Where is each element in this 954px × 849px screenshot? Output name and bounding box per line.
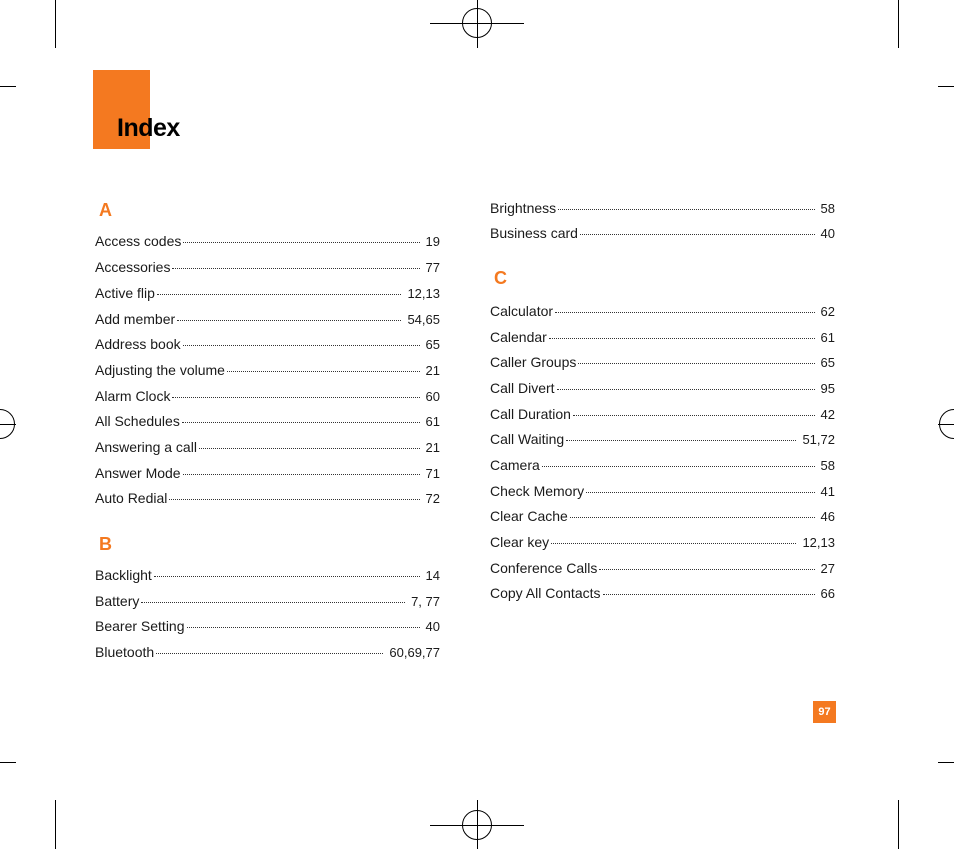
- entry-term: Copy All Contacts: [490, 585, 601, 601]
- leader-dots: [156, 652, 383, 654]
- entry-page: 72: [425, 491, 440, 506]
- leader-dots: [557, 388, 815, 390]
- entry-page: 21: [425, 363, 440, 378]
- index-entry: [490, 327, 835, 347]
- leader-dots: [578, 362, 814, 364]
- entry-page: 40: [820, 226, 835, 241]
- entry-page: 61: [820, 330, 835, 345]
- entry-term: Brightness: [490, 200, 557, 216]
- entry-term: Access codes: [95, 233, 182, 249]
- entry-page: 65: [425, 337, 440, 352]
- entry-term: Accessories: [95, 259, 171, 275]
- entry-term: Caller Groups: [490, 354, 577, 370]
- entry-page: 12,13: [802, 535, 835, 550]
- index-entry: [95, 616, 440, 636]
- entry-term: Alarm Clock: [95, 388, 171, 404]
- index-entry: [95, 642, 440, 662]
- section-letter-c: C: [494, 268, 507, 288]
- entry-term: Add member: [95, 311, 176, 327]
- entry-term: Address book: [95, 336, 181, 352]
- entry-page: 77: [425, 260, 440, 275]
- index-entry: [95, 591, 440, 611]
- index-entry: [490, 532, 835, 552]
- crop-mark: [898, 800, 899, 849]
- index-entry: [490, 481, 835, 501]
- registration-circle: [939, 409, 954, 439]
- registration-circle: [462, 8, 492, 38]
- entry-page: 51,72: [802, 432, 835, 447]
- section-letter-b: B: [99, 534, 112, 554]
- index-entry: [95, 360, 440, 380]
- entry-page: 21: [425, 440, 440, 455]
- leader-dots: [586, 491, 814, 493]
- index-entry: [95, 565, 440, 585]
- entry-page: 14: [425, 568, 440, 583]
- leader-dots: [141, 601, 405, 603]
- entry-term: Battery: [95, 593, 140, 609]
- registration-circle: [462, 810, 492, 840]
- leader-dots: [183, 344, 420, 346]
- entry-term: Answer Mode: [95, 465, 181, 481]
- entry-page: 58: [820, 458, 835, 473]
- crop-mark: [55, 800, 56, 849]
- index-entry: [490, 455, 835, 475]
- entry-term: Call Duration: [490, 406, 571, 422]
- entry-page: 62: [820, 304, 835, 319]
- leader-dots: [603, 593, 815, 595]
- entry-term: Adjusting the volume: [95, 362, 225, 378]
- leader-dots: [169, 498, 419, 500]
- entry-page: 12,13: [407, 286, 440, 301]
- leader-dots: [542, 465, 815, 467]
- index-entry: [490, 352, 835, 372]
- leader-dots: [573, 414, 815, 416]
- leader-dots: [183, 473, 420, 475]
- entry-page: 7, 77: [411, 594, 440, 609]
- entry-page: 95: [820, 381, 835, 396]
- leader-dots: [599, 568, 814, 570]
- leader-dots: [570, 516, 815, 518]
- entry-term: Calculator: [490, 303, 554, 319]
- crop-mark: [55, 0, 56, 48]
- index-entry: [95, 257, 440, 277]
- entry-term: All Schedules: [95, 413, 180, 429]
- index-entry: [95, 386, 440, 406]
- leader-dots: [182, 421, 420, 423]
- crop-mark: [938, 86, 954, 87]
- index-entry: [490, 198, 835, 218]
- leader-dots: [183, 241, 419, 243]
- entry-term: Call Divert: [490, 380, 555, 396]
- crop-mark: [0, 86, 16, 87]
- section-letter-a: A: [99, 200, 112, 220]
- index-entry: [95, 411, 440, 431]
- entry-page: 60,69,77: [389, 645, 440, 660]
- entry-page: 46: [820, 509, 835, 524]
- leader-dots: [199, 447, 420, 449]
- index-entry: [490, 506, 835, 526]
- entry-term: Active flip: [95, 285, 155, 301]
- index-entry: [95, 463, 440, 483]
- leader-dots: [172, 396, 419, 398]
- entry-page: 71: [425, 466, 440, 481]
- leader-dots: [177, 319, 401, 321]
- crop-mark: [898, 0, 899, 48]
- registration-circle: [0, 409, 15, 439]
- crop-mark: [0, 762, 16, 763]
- entry-term: Clear key: [490, 534, 550, 550]
- entry-term: Auto Redial: [95, 490, 168, 506]
- leader-dots: [157, 293, 402, 295]
- entry-page: 19: [425, 234, 440, 249]
- page-number-badge: 97: [813, 701, 836, 723]
- leader-dots: [154, 575, 420, 577]
- leader-dots: [555, 311, 815, 313]
- entry-term: Calendar: [490, 329, 547, 345]
- leader-dots: [187, 626, 420, 628]
- leader-dots: [549, 337, 815, 339]
- entry-page: 66: [820, 586, 835, 601]
- index-entry: [490, 223, 835, 243]
- entry-page: 42: [820, 407, 835, 422]
- index-entry: [490, 429, 835, 449]
- index-entry: [95, 283, 440, 303]
- index-entry: [490, 583, 835, 603]
- index-entry: [95, 334, 440, 354]
- leader-dots: [227, 370, 420, 372]
- entry-term: Bluetooth: [95, 644, 155, 660]
- entry-page: 65: [820, 355, 835, 370]
- leader-dots: [172, 267, 419, 269]
- index-entry: [490, 378, 835, 398]
- leader-dots: [551, 542, 796, 544]
- entry-term: Call Waiting: [490, 431, 565, 447]
- entry-term: Backlight: [95, 567, 152, 583]
- page-title: Index: [117, 114, 180, 142]
- index-entry: [490, 558, 835, 578]
- entry-term: Answering a call: [95, 439, 197, 455]
- index-entry: [95, 488, 440, 508]
- leader-dots: [558, 208, 814, 210]
- crop-mark: [938, 762, 954, 763]
- leader-dots: [566, 439, 796, 441]
- index-entry: [95, 231, 440, 251]
- entry-page: 58: [820, 201, 835, 216]
- entry-page: 41: [820, 484, 835, 499]
- entry-page: 40: [425, 619, 440, 634]
- entry-term: Clear Cache: [490, 508, 568, 524]
- entry-term: Camera: [490, 457, 540, 473]
- entry-page: 54,65: [407, 312, 440, 327]
- entry-term: Bearer Setting: [95, 618, 185, 634]
- index-entry: [95, 437, 440, 457]
- index-entry: [490, 301, 835, 321]
- entry-page: 60: [425, 389, 440, 404]
- leader-dots: [580, 233, 815, 235]
- entry-page: 27: [820, 561, 835, 576]
- entry-term: Conference Calls: [490, 560, 598, 576]
- index-entry: [490, 404, 835, 424]
- index-entry: [95, 309, 440, 329]
- entry-term: Business card: [490, 225, 578, 241]
- entry-term: Check Memory: [490, 483, 585, 499]
- entry-page: 61: [425, 414, 440, 429]
